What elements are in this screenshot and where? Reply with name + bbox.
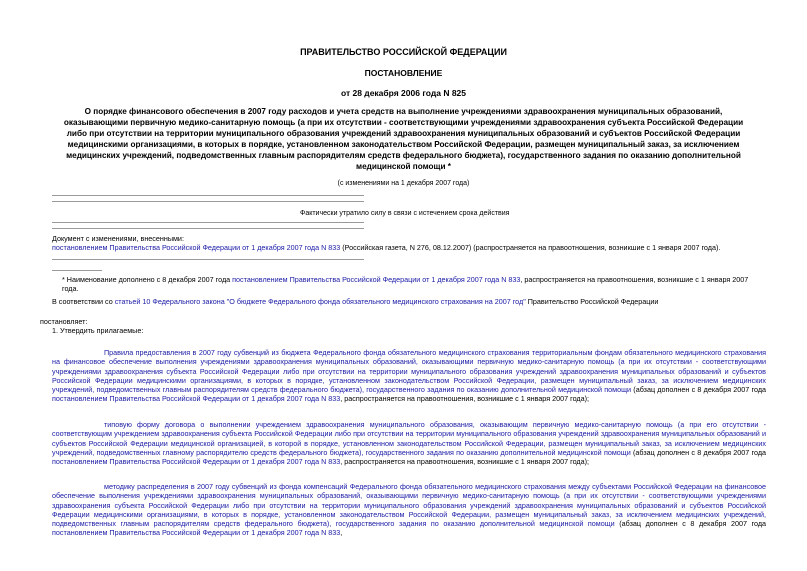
paragraph-3-link[interactable]: постановлением Правительства Российской Федерации от 1 декабря 2007 года N 833 [52,528,341,538]
doc-type-heading: ПОСТАНОВЛЕНИЕ [364,68,443,78]
paragraph-methodology: методику распределения в 2007 году субвенций из фонда компенсаций Федерального фонда обязательного медицинского страхования между субъектами Российской Федерации на финансовое обеспечение выполнения учреждениями здравоохранения муниципальных образований, оказывающими первичную медико-санитарную помощь (а при их отсутствии - соответствующими учреждениями здравоохранения субъекта Российской Федерации либо при отсутствии на территории муниципального образования учреждений здравоохранения муниципальных образований и субъектов Российской Федерации медицинскими организациями, в которых в порядке, установленном законодательством Российской Федерации, размещен муниципальный заказ, за исключением медицинских учреждений, подведомственных главным распорядителям средств федерального бюджета), государственного задания по оказанию дополнительной медицинской помощи (абзац дополнен с 8 декабря 2007 года постановлением Правительства Российской Федерации от 1 декабря 2007 года N 833, [52,482,767,538]
item-1: 1. Утвердить прилагаемые: [52,326,144,335]
status-note: Фактически утратило силу в связи с истечением срока действия [300,210,510,217]
divider [52,222,364,223]
paragraph-rules: Правила предоставления в 2007 году субвенций из бюджета Федерального фонда обязательного медицинского страхования территориальным фондам обязательного медицинского страхования на финансовое обеспечение выполнения учреждениями здравоохранения муниципальных образований, оказывающими первичную медико-санитарную помощь (а при их отсутствии - соответствующими учреждениями здравоохранения субъекта Российской Федерации либо при отсутствии на территории муниципального образования учреждений здравоохранения муниципальных образований и субъектов Российской Федерации медицинскими организациями, в которых в порядке, установленном законодательством Российской Федерации, размещен муниципальный заказ, за исключением медицинских учреждений, подведомственных главным распорядителям средств федерального бюджета), государственного задания по оказанию дополнительной медицинской помощи (абзац дополнен с 8 декабря 2007 года постановлением Правительства Российской Федерации от 1 декабря 2007 года N 833, распространяется на правоотношения, возникшие с 1 января 2007 года); [52,348,767,404]
federal-law-link[interactable]: статьей 10 Федерального закона "О бюджете Федерального фонда обязательного медицинского страхования на 2007 год" [114,297,526,306]
document-title: О порядке финансового обеспечения в 2007 году расходов и учета средств на выполнение учреждениями здравоохранения муниципальных образований, оказывающими первичную медико-санитарную помощь (а при их отсутствии - соответствующими учреждениями здравоохранения субъекта Российской Федерации либо при отсутствии на территории муниципального образования учреждений здравоохранения муниципальных образований и субъектов Российской Федерации медицинскими организациями, в которых в порядке, установленном законодательством Российской Федерации, размещен муниципальный заказ, за исключением медицинских учреждений, подведомственных главным распорядителям средств федерального бюджета), государственного задания по оказанию дополнительной медицинской помощи * [63,107,744,171]
changes-block [52,234,752,253]
divider [52,228,364,229]
changes-line [52,243,752,252]
government-heading: ПРАВИТЕЛЬСТВО РОССИЙСКОЙ ФЕДЕРАЦИИ [300,47,507,57]
date-number-heading: от 28 декабря 2006 года N 825 [340,88,467,98]
footnote-link[interactable]: постановлением Правительства Российской Федерации от 1 декабря 2007 года N 833 [232,275,521,284]
amendments-note: (с изменениями на 1 декабря 2007 года) [337,180,470,187]
paragraph-contract-form: типовую форму договора о выполнении учреждением здравоохранения муниципального образования, оказывающим первичную медико-санитарную помощь (а при его отсутствии - соответствующим учреждением здравоохранения субъекта Российской Федерации либо при отсутствии на территории муниципального образования учреждений здравоохранения муниципальных образований и субъектов Российской Федерации медицинской организацией, в которой в порядке, установленном законодательством Российской Федерации, размещен муниципальный заказ, за исключением медицинских учреждений, подведомственных главному распорядителю средств федерального бюджета), государственного задания по оказанию дополнительной медицинской помощи (абзац дополнен с 8 декабря 2007 года постановлением Правительства Российской Федерации от 1 декабря 2007 года N 833, распространяется на правоотношения, возникшие с 1 января 2007 года); [52,420,767,467]
footnote-divider [52,270,102,271]
divider [52,195,364,196]
legal-basis: В соответствии со статьей 10 Федерального закона "О бюджете Федерального фонда обязательного медицинского страхования на 2007 год" Правительство Российской Федерации [52,297,659,306]
paragraph-1-link[interactable]: постановлением Правительства Российской Федерации от 1 декабря 2007 года N 833 [52,394,341,404]
amendment-link[interactable]: постановлением Правительства Российской Федерации от 1 декабря 2007 года N 833 [52,243,341,253]
changes-rest: (Российская газета, N 276, 08.12.2007) (распространяется на правоотношения, возникшие с 1 января 2007 года). [340,243,721,253]
divider [52,259,364,260]
divider [52,201,364,202]
decrees-word: постановляет: [40,317,88,326]
footnote: * Наименование дополнено с 8 декабря 2007 года постановлением Правительства Российской Федерации от 1 декабря 2007 года N 833, распространяется на правоотношения, возникшие с 1 января 2007 года. [62,275,749,294]
paragraph-2-link[interactable]: постановлением Правительства Российской Федерации от 1 декабря 2007 года N 833 [52,457,341,467]
changes-label: Документ с изменениями, внесенными: [52,234,184,243]
